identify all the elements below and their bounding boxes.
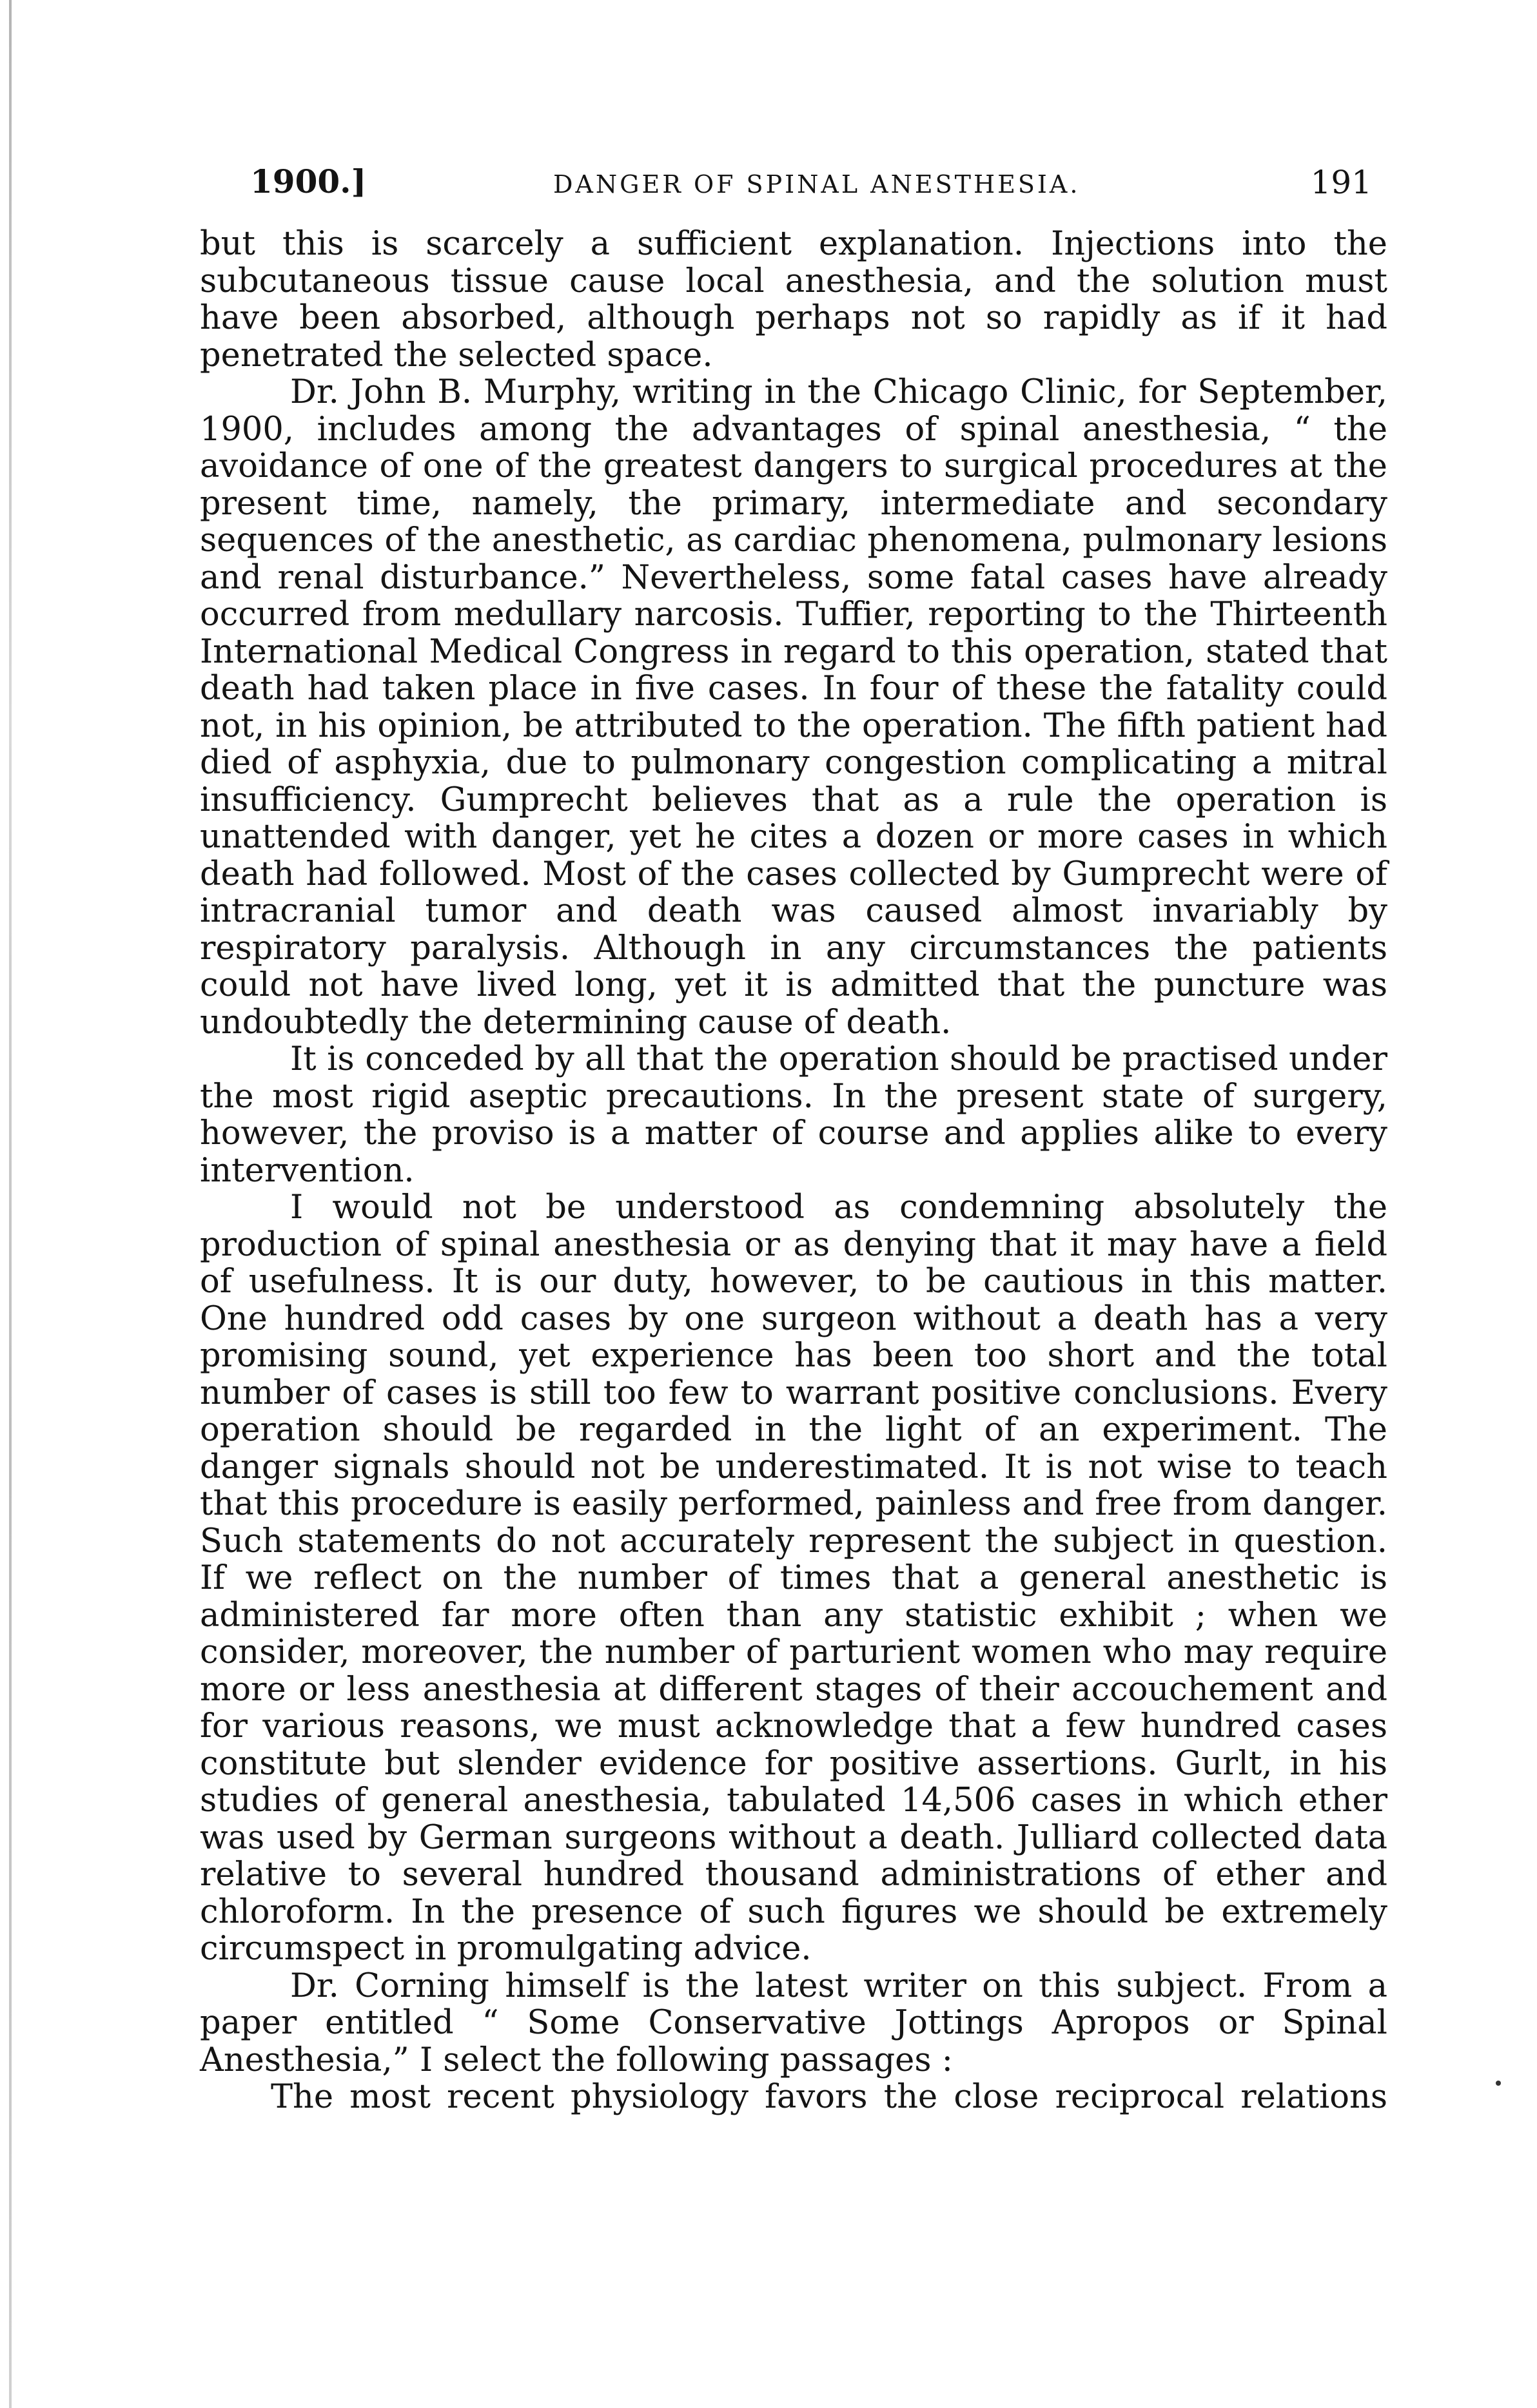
ink-speck bbox=[1496, 2081, 1501, 2086]
running-header bbox=[250, 162, 1372, 214]
page-number: 191 bbox=[1310, 164, 1372, 201]
paragraph-murphy: Dr. John B. Murphy, writing in the Chicago Clinic, for September, 1900, includes among the advantages of spinal anesthesia, “ the avoidance of one of the greatest dangers to surgical procedures at the present time, namely, the primary, intermediate and secondary sequences of the anesthetic, as cardiac phenomena, pulmonary lesions and renal disturbance.” Nevertheless, some fatal cases have already occurred from medullary narcosis. Tuffier, reporting to the Thirteenth International Medical Congress in regard to this operation, stated that death had taken place in five cases. In four of these the fatality could not, in his opinion, be attributed to the operation. The fifth patient had died of asphyxia, due to pulmonary congestion complicating a mitral insufficiency. Gumprecht believes that as a rule the operation is unattended with danger, yet he cites a dozen or more cases in which death had followed. Most of the cases collected by Gumprecht were of intracranial tumor and death was caused almost invariably by respiratory paralysis. Although in any circumstances the patients could not have lived long, yet it is admitted that the puncture was undoubtedly the determining cause of death. bbox=[200, 373, 1387, 1042]
scan-binding-edge bbox=[9, 0, 12, 2408]
header-year: 1900.] bbox=[250, 162, 367, 200]
paragraph-caution: I would not be understood as condemning absolutely the production of spinal anesthesia or as denying that it may have a field of usefulness. It is our duty, however, to be cautious in this matter. One hundred odd cases by one surgeon without a death has a very promising sound, yet experience has been too short and the total number of cases is still too few to warrant positive conclusions. Every operation should be regarded in the light of an experiment. The danger signals should not be underestimated. It is not wise to teach that this procedure is easily performed, painless and free from danger. Such statements do not accurately represent the subject in question. If we reflect on the number of times that a general anesthetic is administered far more often than any statistic exhibit ; when we consider, moreover, the number of parturient women who may require more or less anesthesia at different stages of their accouchement and for various reasons, we must acknowledge that a few hundred cases constitute but slender evidence for positive assertions. Gurlt, in his studies of general anesthesia, tabulated 14,506 cases in which ether was used by German surgeons without a death. Julliard collected data relative to several hundred thousand administrations of ether and chloroform. In the presence of such figures we should be extremely circumspect in promulgating advice. bbox=[200, 1189, 1387, 1968]
paragraph-aseptic: It is conceded by all that the operation should be practised under the most rigid aseptic precautions. In the present state of surgery, however, the proviso is a matter of course and applies alike to every intervention. bbox=[200, 1040, 1387, 1190]
header-title: DANGER OF SPINAL ANESTHESIA. bbox=[553, 170, 1081, 199]
paragraph-continuation: but this is scarcely a sufficient explanation. Injections into the subcutaneous tissue cause local anesthesia, and the solution must have been absorbed, although perhaps not so rapidly as if it had penetrated the selected space. bbox=[200, 225, 1387, 374]
paragraph-quotation-start: The most recent physiology favors the close reciprocal relations bbox=[271, 2078, 1387, 2116]
paragraph-corning: Dr. Corning himself is the latest writer on this subject. From a paper entitled “ Some Conservative Jottings Apropos or Spinal Anesthesia,” I select the following passages : bbox=[200, 1966, 1387, 2079]
body-text bbox=[200, 226, 1387, 2116]
